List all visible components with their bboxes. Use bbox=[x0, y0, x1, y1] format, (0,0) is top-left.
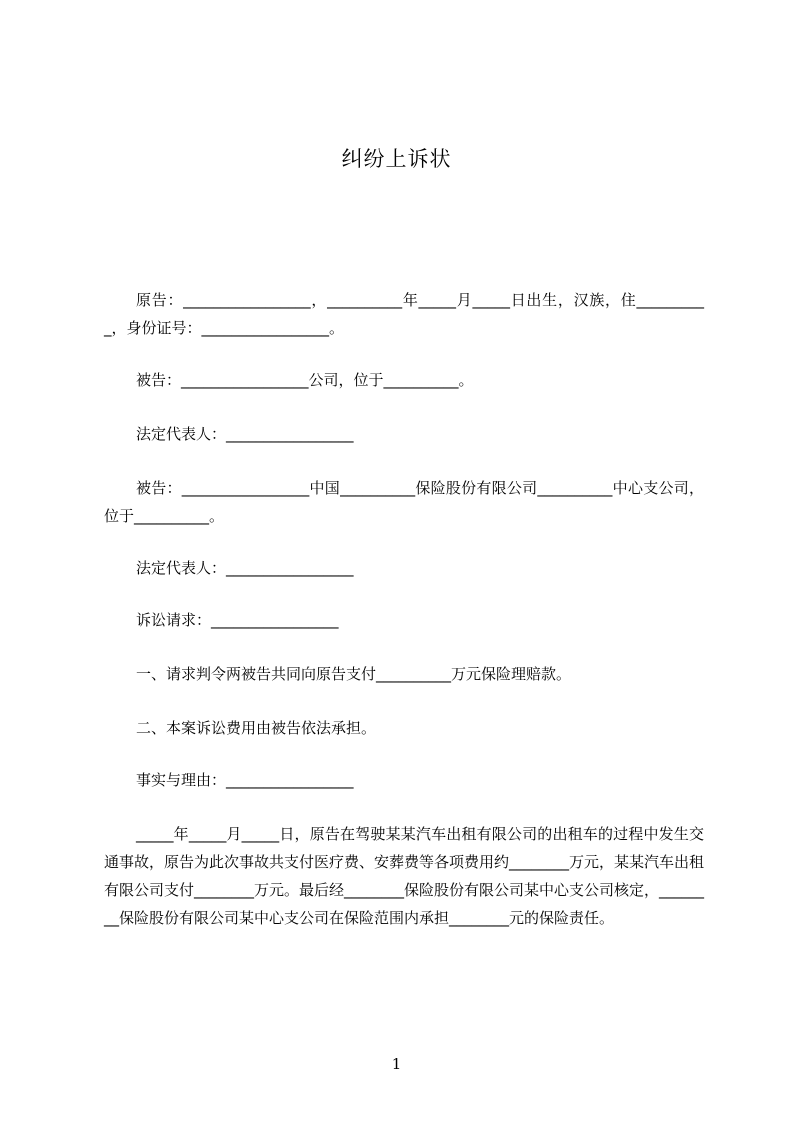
claim-item-1: 一、请求判令两被告共同向原告支付__________万元保险理赔款。 bbox=[136, 665, 572, 683]
legal-representative-2-paragraph: 法定代表人：_________________ bbox=[136, 559, 354, 577]
page-number: 1 bbox=[391, 1055, 402, 1073]
facts-heading: 事实与理由：_________________ bbox=[136, 771, 354, 789]
facts-body-paragraph: _____年_____月_____日，原告在驾驶某某汽车出租有限公司的出租车的过程中发生交通事故，原告为此次事故共支付医疗费、安葬费等各项费用约________万元，某某汽车出租有限公司支付________万元。最后经________保险股份有限公司某中心支公司核定，________保险股份有限公司某中心支公司在保险范围内承担________元的保险责任。 bbox=[104, 825, 705, 927]
defendant-2-paragraph: 被告：_________________中国__________保险股份有限公司__________中心支公司，位于__________。 bbox=[104, 479, 704, 525]
claims-heading: 诉讼请求：_________________ bbox=[136, 611, 339, 629]
claim-item-2: 二、本案诉讼费用由被告依法承担。 bbox=[136, 719, 377, 737]
defendant-1-paragraph: 被告：_________________公司，位于__________。 bbox=[136, 371, 474, 389]
legal-representative-1-paragraph: 法定代表人：_________________ bbox=[136, 425, 354, 443]
document-title: 纠纷上诉状 bbox=[341, 147, 452, 171]
plaintiff-paragraph: 原告：_________________，__________年_____月_____日出生，汉族，住__________，身份证号：_________________。 bbox=[104, 291, 704, 337]
